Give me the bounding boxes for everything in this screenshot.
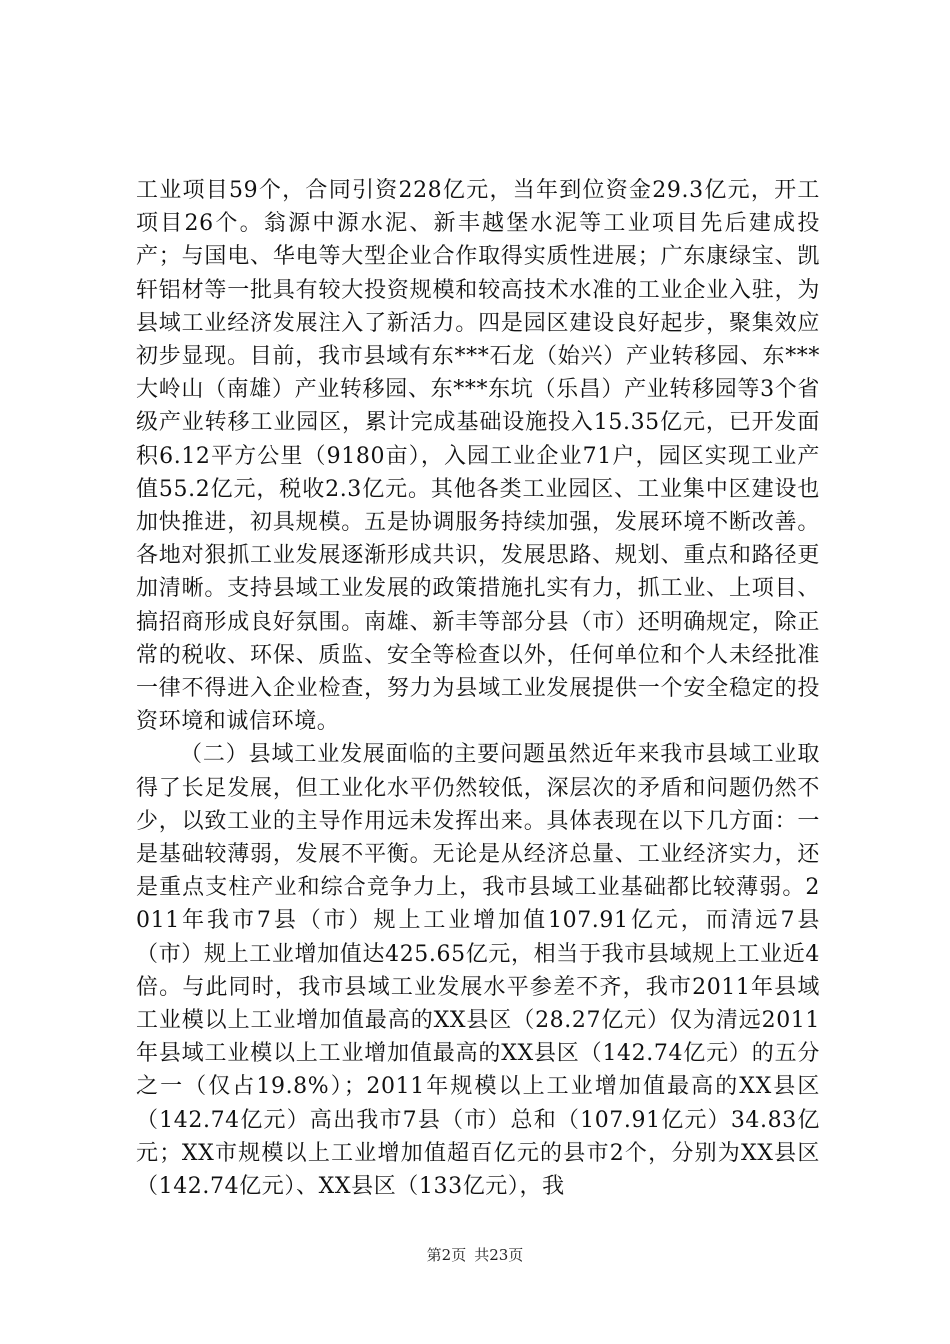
page-footer bbox=[0, 1245, 950, 1265]
paragraph: 工业项目59个，合同引资228亿元，当年到位资金29.3亿元，开工项目26个。翁源中源水泥、新丰越堡水泥等工业项目先后建成投产；与国电、华电等大型企业合作取得实质性进展；广东康绿宝、凯轩铝材等一批具有较大投资规模和较高技术水准的工业企业入驻，为县域工业经济发展注入了新活力。四是园区建设良好起步，聚集效应初步显现。目前，我市县域有东***石龙（始兴）产业转移园、东***大岭山（南雄）产业转移园、东***东坑（乐昌）产业转移园等3个省级产业转移工业园区，累计完成基础设施投入15.35亿元，已开发面积6.12平方公里（9180亩），入园工业企业71户，园区实现工业产值55.2亿元，税收2.3亿元。其他各类工业园区、工业集中区建设也加快推进，初具规模。五是协调服务持续加强，发展环境不断改善。各地对狠抓工业发展逐渐形成共识，发展思路、规划、重点和路径更加清晰。支持县域工业发展的政策措施扎实有力，抓工业、上项目、搞招商形成良好氛围。南雄、新丰等部分县（市）还明确规定，除正常的税收、环保、质监、安全等检查以外，任何单位和个人未经批准一律不得进入企业检查，努力为县域工业发展提供一个安全稳定的投资环境和诚信环境。 bbox=[136, 178, 820, 735]
page-number: 第2页 bbox=[426, 1246, 467, 1264]
page-total: 共23页 bbox=[474, 1246, 524, 1264]
body-text bbox=[136, 174, 820, 1203]
paragraph: （二）县域工业发展面临的主要问题虽然近年来我市县域工业取得了长足发展，但工业化水平仍然较低，深层次的矛盾和问题仍然不少，以致工业的主导作用远未发挥出来。具体表现在以下几方面：一是基础较薄弱，发展不平衡。无论是从经济总量、工业经济实力，还是重点支柱产业和综合竞争力上，我市县域工业基础都比较薄弱。2011年我市7县（市）规上工业增加值107.91亿元，而清远7县（市）规上工业增加值达425.65亿元，相当于我市县域规上工业近4倍。与此同时，我市县域工业发展水平参差不齐，我市2011年县域工业模以上工业增加值最高的XX县区（28.27亿元）仅为清远2011年县域工业模以上工业增加值最高的XX县区（142.74亿元）的五分之一（仅占19.8%）；2011年规模以上工业增加值最高的XX县区（142.74亿元）高出我市7县（市）总和（107.91亿元）34.83亿元；XX市规模以上工业增加值超百亿元的县市2个，分别为XX县区（142.74亿元）、XX县区（133亿元），我 bbox=[136, 742, 820, 1200]
